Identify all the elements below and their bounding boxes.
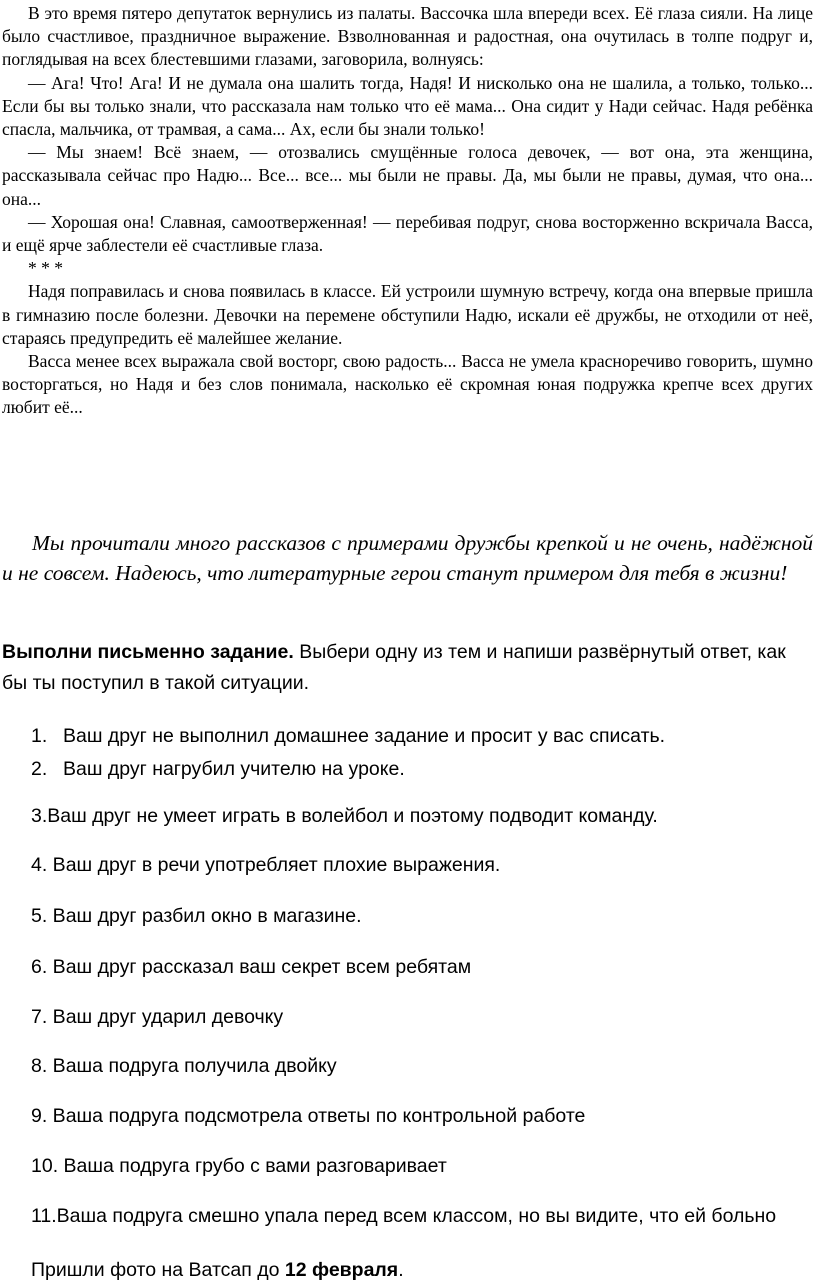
deadline-date: 12 февраля	[284, 1259, 399, 1281]
story-paragraph: Васса менее всех выражала свой восторг, свою радость... Васса не умела красноречиво говорить, шумно восторгаться, но Надя и без слов понимала, насколько её скромная юная подружка крепче всех других любит её...	[2, 351, 813, 418]
list-item-text: Ваш друг нагрубил учителю на уроке.	[63, 758, 405, 780]
list-item-number: 11.	[31, 1205, 57, 1227]
list-item	[31, 1153, 813, 1180]
list-item-text: Ваша подруга смешно упала перед всем классом, но вы видите, что ей больно	[56, 1205, 777, 1227]
story-text	[2, 2, 813, 420]
story-paragraph: — Мы знаем! Всё знаем, — отозвались смущённые голоса девочек, — вот она, эта женщина, рассказывала сейчас про Надю... Все... все... мы были не правы. Да, мы были не правы, думая, что она... она...	[2, 142, 813, 209]
list-item-number: 5.	[31, 905, 48, 927]
list-item-text: Ваша подруга грубо с вами разговаривает	[58, 1155, 447, 1177]
list-item-number: 10.	[31, 1155, 59, 1177]
story-paragraph: Надя поправилась и снова появилась в классе. Ей устроили шумную встречу, когда она впервые пришла в гимназию после болезни. Девочки на перемене обступили Надю, искали её дружбы, не отходили от неё, стараясь предупредить её малейшее желание.	[2, 281, 813, 348]
list-item	[31, 954, 813, 981]
list-item	[31, 903, 813, 930]
list-item-text: Ваш друг не умеет играть в волейбол и поэтому подводит команду.	[47, 805, 658, 827]
list-item-text: Ваш друг рассказал ваш секрет всем ребятам	[47, 956, 472, 978]
list-item-text: Ваш друг в речи употребляет плохие выражения.	[47, 854, 501, 876]
list-item-number: 9.	[31, 1105, 48, 1127]
list-item	[31, 803, 813, 830]
list-item-number: 3.	[31, 805, 48, 827]
list-item-number: 6.	[31, 956, 48, 978]
list-item	[31, 723, 813, 750]
list-item	[31, 852, 813, 879]
list-item-number: 2.	[31, 758, 48, 780]
list-item	[31, 756, 813, 783]
list-item	[31, 1053, 813, 1080]
task-text: Выбери одну из тем и напиши развёрнутый ответ, как бы ты поступил в такой ситуации.	[2, 641, 786, 694]
list-item-number: 1.	[31, 725, 48, 747]
submission-note	[31, 1257, 404, 1284]
list-item-number: 8.	[31, 1055, 48, 1077]
list-item	[31, 1103, 813, 1130]
list-item-text: Ваша подруга получила двойку	[47, 1055, 337, 1077]
list-item-text: Ваш друг ударил девочку	[47, 1006, 284, 1028]
submission-end: .	[398, 1259, 404, 1281]
list-item-text: Ваш друг не выполнил домашнее задание и просит у вас списать.	[63, 725, 666, 747]
task-instruction	[2, 637, 813, 699]
task-heading: Выполни письменно задание.	[2, 641, 294, 663]
list-item-text: Ваш друг разбил окно в магазине.	[47, 905, 362, 927]
story-paragraph: В это время пятеро депутаток вернулись из палаты. Вассочка шла впереди всех. Её глаза сияли. На лице было счастливое, праздничное выражение. Взволнованная и радостная, она очутилась в толпе подруг и, поглядывая на всех блестевшими глазами, заговорила, волнуясь:	[2, 3, 813, 70]
section-separator: * * *	[28, 258, 63, 279]
story-paragraph: — Хорошая она! Славная, самоотверженная! — перебивая подруг, снова восторженно вскричала Васса, и ещё ярче заблестели её счастливые глаза.	[2, 211, 813, 256]
list-item-text: Ваша подруга подсмотрела ответы по контрольной работе	[47, 1105, 586, 1127]
submission-text: Пришли фото на Ватсап до	[31, 1259, 285, 1281]
list-item	[31, 1004, 813, 1031]
list-item	[31, 1203, 813, 1230]
teacher-note: Мы прочитали много рассказов с примерами дружбы крепкой и не очень, надёжной и не совсем. Надеюсь, что литературные герои станут примером для тебя в жизни!	[2, 531, 813, 585]
list-item-number: 4.	[31, 854, 48, 876]
list-item-number: 7.	[31, 1006, 48, 1028]
story-paragraph: — Ага! Что! Ага! И не думала она шалить тогда, Надя! И нисколько она не шалила, а только, только... Если бы вы только знали, что рассказала нам только что её мама... Она сидит у Нади сейчас. Надя ребёнка спасла, мальчика, от трамвая, а сама... Ах, если бы знали только!	[2, 72, 813, 140]
